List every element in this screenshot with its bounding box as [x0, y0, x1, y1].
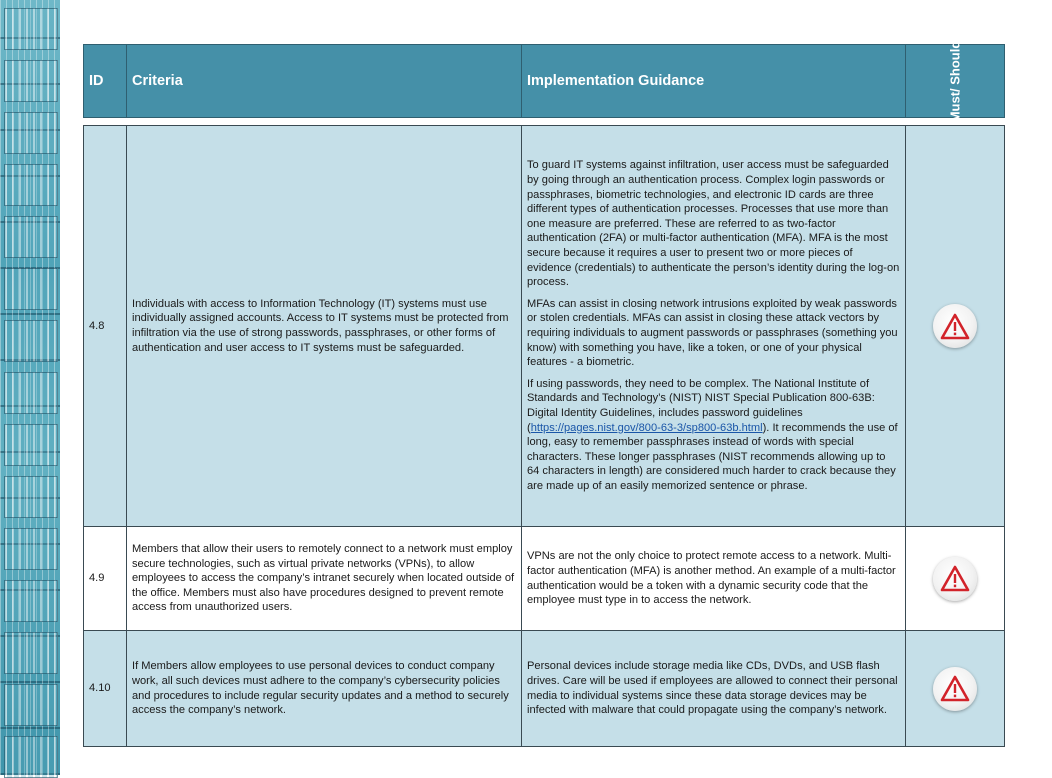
row-must-should	[906, 631, 1004, 746]
row-id: 4.9	[84, 527, 127, 630]
row-id: 4.10	[84, 631, 127, 746]
guidance-paragraph: To guard IT systems against infiltration, user access must be safeguarded by going through an authentication process. Complex login passwords or passphrases, biometric technologies, and electronic ID cards are three different types of authentication processes. Processes that use more than one measure are preferred. These are referred to as two-factor authentication (2FA) or multi-factor authentication (MFA). MFA is the most secure because it requires a user to present two or more pieces of evidence (credentials) to authenticate the person’s identity during the log-on process.	[527, 159, 900, 289]
decorative-container-strip	[0, 0, 60, 775]
criteria-text: Individuals with access to Information Technology (IT) systems must use individually assigned accounts. Access to IT systems must be protected from infiltration via the use of strong passwords, passphrases, or other forms of authentication and user access to IT systems must be safeguarded.	[132, 297, 509, 354]
row-guidance	[522, 631, 906, 746]
header-must-should	[906, 40, 1004, 122]
warning-icon	[933, 304, 977, 348]
guidance-paragraph: MFAs can assist in closing network intrusions exploited by weak passwords or stolen credentials. MFAs can assist in closing these attack vectors by requiring individuals to augment passwords or passphrases (something you know) with something you have, like a token, or one of your physical features - a biometric.	[527, 297, 898, 369]
criteria-text: If Members allow employees to use personal devices to conduct company work, all such devices must adhere to the company’s cybersecurity policies and procedures to include regular security updates and a method to securely access the company’s network.	[132, 660, 509, 717]
nist-link[interactable]: https://pages.nist.gov/800-63-3/sp800-63b.html	[530, 421, 763, 434]
row-criteria	[127, 527, 522, 630]
header-criteria: Criteria	[127, 45, 522, 117]
row-criteria	[127, 126, 522, 526]
table-row	[83, 125, 1005, 527]
header-guidance: Implementation Guidance	[522, 45, 906, 117]
row-must-should	[906, 126, 1004, 526]
warning-icon	[933, 667, 977, 711]
row-criteria	[127, 631, 522, 746]
criteria-table	[83, 40, 1005, 747]
table-header	[83, 40, 1005, 122]
guidance-paragraph	[527, 377, 900, 494]
warning-icon	[933, 557, 977, 601]
row-id: 4.8	[84, 126, 127, 526]
criteria-text: Members that allow their users to remotely connect to a network must employ secure technologies, such as virtual private networks (VPNs), to allow employees to access the company’s intranet securely when located outside of the office. Members must also have procedures designed to prevent remote access from unauthorized users.	[132, 543, 515, 614]
row-guidance	[522, 126, 906, 526]
guidance-text: ). It recommends the use of long, easy to remember passphrases instead of words with special characters. These longer passphrases (NIST recommends allowing up to 64 characters in length) are considered much harder to crack because they are made up of an easily memorized sentence or phrase.	[527, 421, 898, 492]
header-id: ID	[84, 45, 127, 117]
row-guidance	[522, 527, 906, 630]
guidance-text: If using passwords, they need to be complex. The National Institute of Standards and Technology’s (NIST) NIST Special Publication 800-63B: Digital Identity Guidelines, includes password guidelines (	[527, 377, 875, 434]
guidance-text: Personal devices include storage media like CDs, DVDs, and USB flash drives. Care will be used if employees are allowed to connect their personal media to individual systems since these data storage devices may be infected with malware that could propagate using the company’s network.	[527, 660, 898, 717]
header-must-should-label: Must/ Should	[947, 40, 963, 122]
row-must-should	[906, 527, 1004, 630]
table-row	[83, 631, 1005, 747]
guidance-text: VPNs are not the only choice to protect remote access to a network. Multi-factor authentication (MFA) is another method. An example of a multi-factor authentication would be a token with a dynamic security code that the employee must type in to access the network.	[527, 550, 896, 607]
table-row	[83, 527, 1005, 631]
